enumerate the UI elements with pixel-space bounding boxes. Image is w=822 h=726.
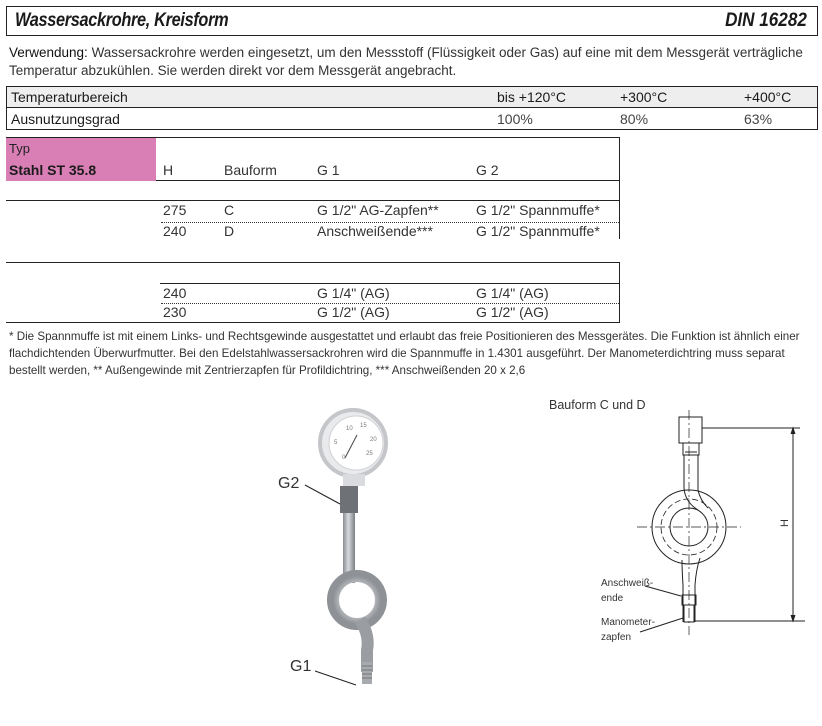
thread-end [362,662,372,684]
page-title: Wassersackrohre, Kreisform [15,10,229,31]
cell-g2: G 1/2" Spannmuffe* [476,223,600,239]
usage-paragraph [9,44,819,80]
spec-table-header [6,137,620,181]
gauge-tick-label: 10 [346,426,353,432]
row-divider [160,283,620,284]
cell-g2: G 1/2" Spannmuffe* [476,202,600,218]
technical-drawing [590,410,822,650]
temperature-value: +300°C [620,89,668,105]
temperature-value: bis +120°C [497,89,567,105]
temperature-row [7,87,817,108]
clamp-sleeve [340,486,358,513]
dimension-label-h: H [778,519,791,527]
material-label: Stahl ST 35.8 [9,162,97,178]
label-weld-end-line2: ende [601,593,624,604]
column-header-h: H [163,162,174,178]
utilization-value: 80% [620,111,649,127]
column-header-bauform: Bauform [224,162,277,178]
cell-h: 275 [163,202,187,218]
title-box [6,6,818,36]
gauge-tick-label: 0 [342,455,346,461]
cell-g1: G 1/2" AG-Zapfen** [317,202,439,218]
cell-g1: G 1/2" (AG) [317,304,390,320]
top-fitting [679,417,702,443]
row-divider [6,262,620,263]
temperature-value: +400°C [744,89,792,105]
pressure-gauge [320,410,386,486]
temperature-table [6,86,818,130]
cell-h: 240 [163,285,187,301]
utilization-value: 100% [497,111,533,127]
usage-text: Wassersackrohre werden eingesetzt, um den Messstoff (Flüssigkeit oder Gas) auf eine mit dem Messgerät verträgliche Temperatur abzukühlen. Sie werden direkt vor dem Messgerät angebracht. [9,45,803,78]
top-nut [683,443,699,455]
label-g2: G2 [278,475,300,492]
cell-g2: G 1/4" (AG) [476,285,549,301]
row-divider [6,322,620,323]
row-divider [6,200,620,201]
utilization-value: 63% [744,111,773,127]
label-spigot-line2: zapfen [601,632,632,643]
cell-g1: Anschweißende*** [317,223,433,239]
temperature-label: Temperaturbereich [11,89,128,105]
cell-h: 240 [163,223,187,239]
column-header-g1: G 1 [317,162,340,178]
row-divider-dotted [161,303,619,304]
gauge-tick-label: 15 [360,423,367,429]
usage-label: Verwendung: [9,45,88,60]
cell-g1: G 1/4" (AG) [317,285,390,301]
type-label: Typ [9,141,30,156]
siphon-dimension-drawing [590,410,822,650]
cell-bauform: D [224,223,235,239]
label-weld-end-line1: Anschweiß- [601,578,654,589]
cell-h: 230 [163,304,187,320]
standard-label: DIN 16282 [725,10,807,31]
table-border [619,181,620,239]
product-photo [270,400,470,726]
siphon-photo-illustration [270,400,470,726]
cell-g2: G 1/2" (AG) [476,304,549,320]
leader-line-g2 [305,485,340,504]
column-header-g2: G 2 [476,162,499,178]
utilization-label: Ausnutzungsgrad [11,111,120,127]
leader-line-g1 [315,671,356,685]
table-border [619,262,620,323]
label-g1: G1 [290,658,312,675]
gauge-tick-label: 20 [370,437,377,443]
drawing-title: Bauform C und D [549,398,646,412]
type-cell [6,138,156,181]
gauge-tick-label: 25 [366,451,373,457]
drawing-pipe-upper [684,455,698,510]
gauge-tick-label: 5 [334,440,338,446]
label-spigot-line1: Manometer- [601,617,655,628]
drawing-pipe-lower [682,560,683,622]
cell-bauform: C [224,202,235,218]
utilization-row [7,109,817,130]
footnote: * Die Spannmuffe ist mit einem Links- und Rechtsgewinde ausgestattet und erlaubt das freie Positionieren des Messgerätes. Die Funktion ist ähnlich einer flachdichtenden Überwurfmutter. Bei den Edelstahlwassersackrohren wird die Spannmuffe in 1.4301 ausgeführt. Der Manometerdichtring muss separat bestellt werden, ** Außengewinde mit Zentrierzapfen für Profildichtring, *** Anschweißenden 20 x 2,6 [9,330,800,377]
pipe-loop [333,576,381,624]
